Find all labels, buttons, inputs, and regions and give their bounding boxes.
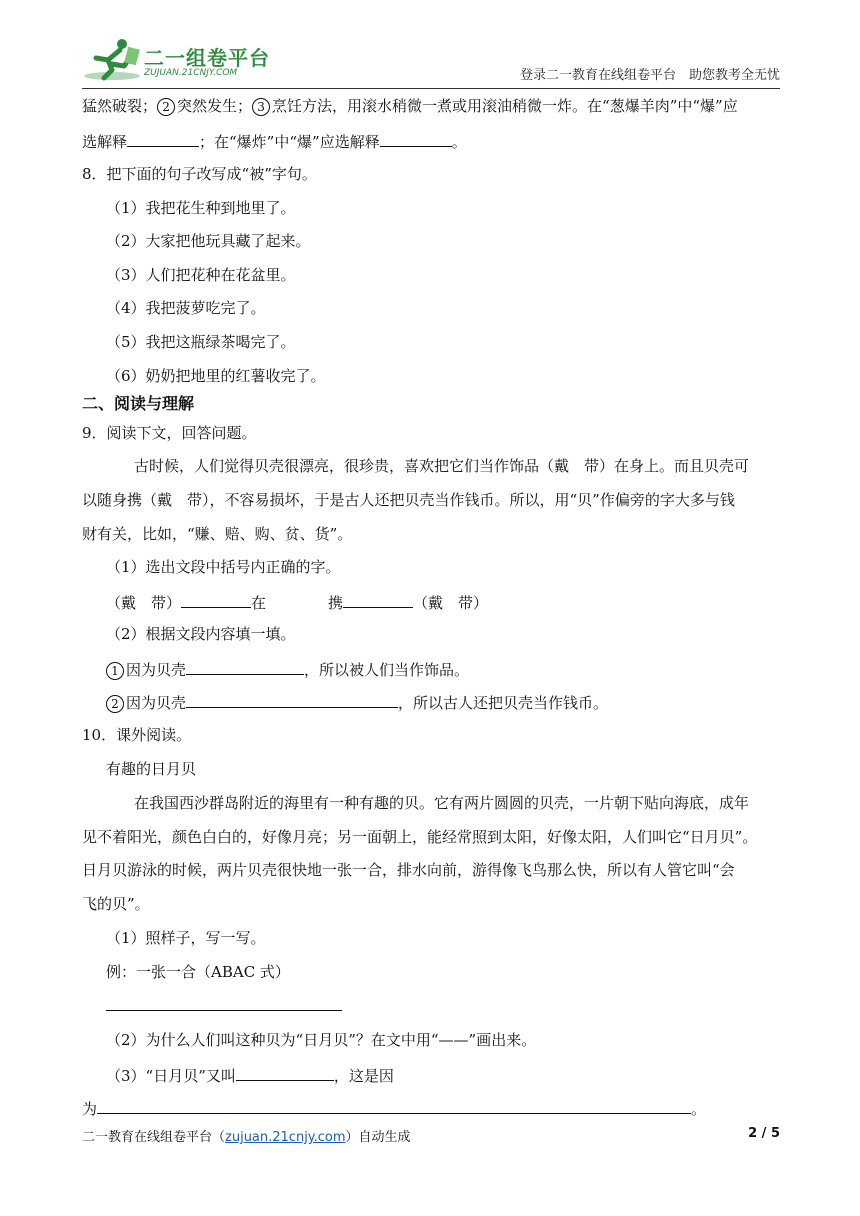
q9-sub1: （1）选出文段中括号内正确的字。 bbox=[106, 558, 341, 576]
page-footer bbox=[82, 1126, 780, 1145]
choice-options: （戴 带） bbox=[106, 594, 182, 612]
q7-text-c: 烹饪方法，用滚水稍微一煮或用滚油稍微一炸。在“葱爆羊肉”中“爆”应 bbox=[272, 97, 738, 115]
q8-item: （2）大家把他玩具藏了起来。 bbox=[106, 232, 311, 250]
circled-number: 3 bbox=[252, 98, 270, 116]
q9-choice-line bbox=[106, 591, 488, 613]
article-line: 日月贝游泳的时候，两片贝壳很快地一张一合，排水向前，游得像飞鸟那么快，所以有人管它叫“会 bbox=[82, 861, 735, 879]
footer-text: 二一教育在线组卷平台（ bbox=[82, 1130, 226, 1145]
q7-text-d: 选解释 bbox=[82, 133, 128, 151]
q8-item: （5）我把这瓶绿茶喝完了。 bbox=[106, 333, 296, 351]
page-number: 2 / 5 bbox=[748, 1126, 780, 1141]
article-line: 在我国西沙群岛附近的海里有一种有趣的贝。它有两片圆圆的贝壳，一片朝下贴向海底，成年 bbox=[134, 794, 750, 812]
answer-blank[interactable] bbox=[236, 1064, 334, 1081]
answer-blank[interactable] bbox=[186, 691, 398, 708]
q9-paragraph-line: 财有关，比如，“赚、赔、购、贫、货”。 bbox=[82, 525, 353, 543]
fill-text: ，所以被人们当作饰品。 bbox=[304, 661, 470, 679]
logo-title: 二一组卷平台 bbox=[144, 46, 270, 70]
last-text: 。 bbox=[691, 1100, 707, 1118]
q8-item: （1）我把花生种到地里了。 bbox=[106, 199, 296, 217]
q7-text-f: 。 bbox=[451, 133, 467, 151]
article-title: 有趣的日月贝 bbox=[106, 760, 197, 778]
answer-blank[interactable] bbox=[97, 1097, 691, 1114]
q8-title: 8．把下面的句子改写成“被”字句。 bbox=[82, 165, 317, 183]
choice-options: （戴 带） bbox=[413, 594, 489, 612]
q7-line1 bbox=[82, 96, 738, 116]
q10-sub3 bbox=[106, 1064, 394, 1086]
sub3-text: （3）“日月贝”又叫 bbox=[106, 1067, 236, 1085]
footer-link[interactable]: zujuan.21cnjy.com bbox=[225, 1130, 346, 1145]
q8-item: （6）奶奶把地里的红薯收完了。 bbox=[106, 367, 326, 385]
answer-blank[interactable] bbox=[106, 994, 342, 1011]
answer-blank[interactable] bbox=[186, 658, 304, 675]
choice-char: 携 bbox=[328, 594, 344, 612]
header-slogan: 登录二一教育在线组卷平台 助您教考全无忧 bbox=[519, 68, 780, 83]
circled-number: 2 bbox=[157, 98, 175, 116]
section-title: 二、阅读与理解 bbox=[82, 394, 195, 413]
answer-blank[interactable] bbox=[127, 130, 199, 147]
q9-title: 9．阅读下文，回答问题。 bbox=[82, 424, 257, 442]
q7-text-a: 猛然破裂； bbox=[82, 97, 158, 115]
q7-text-e: ；在“爆炸”中“爆”应选解释 bbox=[199, 133, 380, 151]
q9-paragraph-line: 以随身携（戴 带），不容易损坏，于是古人还把贝壳当作钱币。所以，用“贝”作偏旁的字大多与钱 bbox=[82, 491, 735, 509]
q7-line2 bbox=[82, 130, 467, 152]
q9-sub2: （2）根据文段内容填一填。 bbox=[106, 625, 296, 643]
q9-fill1 bbox=[106, 658, 469, 680]
q10-title: 10．课外阅读。 bbox=[82, 726, 192, 744]
answer-blank[interactable] bbox=[380, 130, 452, 147]
q10-example: 例：一张一合（ABAC 式） bbox=[106, 963, 290, 981]
q10-last-line bbox=[82, 1097, 706, 1119]
fill-text: 因为贝壳 bbox=[126, 694, 187, 712]
choice-char: 在 bbox=[251, 594, 267, 612]
answer-blank[interactable] bbox=[181, 591, 251, 608]
q8-item: （4）我把菠萝吃完了。 bbox=[106, 299, 266, 317]
runner-logo-icon bbox=[82, 36, 142, 82]
fill-text: ，所以古人还把贝壳当作钱币。 bbox=[398, 694, 609, 712]
q9-fill2 bbox=[106, 691, 608, 713]
circled-number: 2 bbox=[106, 695, 124, 713]
q10-sub1: （1）照样子，写一写。 bbox=[106, 929, 266, 947]
q10-sub2: （2）为什么人们叫这种贝为“日月贝”？在文中用“——”画出来。 bbox=[106, 1031, 537, 1049]
q8-item: （3）人们把花种在花盆里。 bbox=[106, 266, 296, 284]
footer-text: ）自动生成 bbox=[345, 1130, 411, 1145]
article-line: 飞的贝”。 bbox=[82, 895, 150, 913]
logo-subtitle: ZUJUAN.21CNJY.COM bbox=[144, 68, 238, 78]
last-text: 为 bbox=[82, 1100, 98, 1118]
circled-number: 1 bbox=[106, 662, 124, 680]
q9-paragraph-line: 古时候，人们觉得贝壳很漂亮，很珍贵，喜欢把它们当作饰品（戴 带）在身上。而且贝壳可 bbox=[134, 457, 750, 475]
fill-text: 因为贝壳 bbox=[126, 661, 187, 679]
page-header bbox=[82, 36, 780, 89]
logo bbox=[82, 36, 282, 84]
sub3-text: ，这是因 bbox=[333, 1067, 394, 1085]
article-line: 见不着阳光，颜色白白的，好像月亮；另一面朝上，能经常照到太阳，好像太阳，人们叫它“日月贝”。 bbox=[82, 828, 758, 846]
q10-blank-line bbox=[106, 994, 342, 1016]
q7-text-b: 突然发生； bbox=[177, 97, 253, 115]
answer-blank[interactable] bbox=[343, 591, 413, 608]
